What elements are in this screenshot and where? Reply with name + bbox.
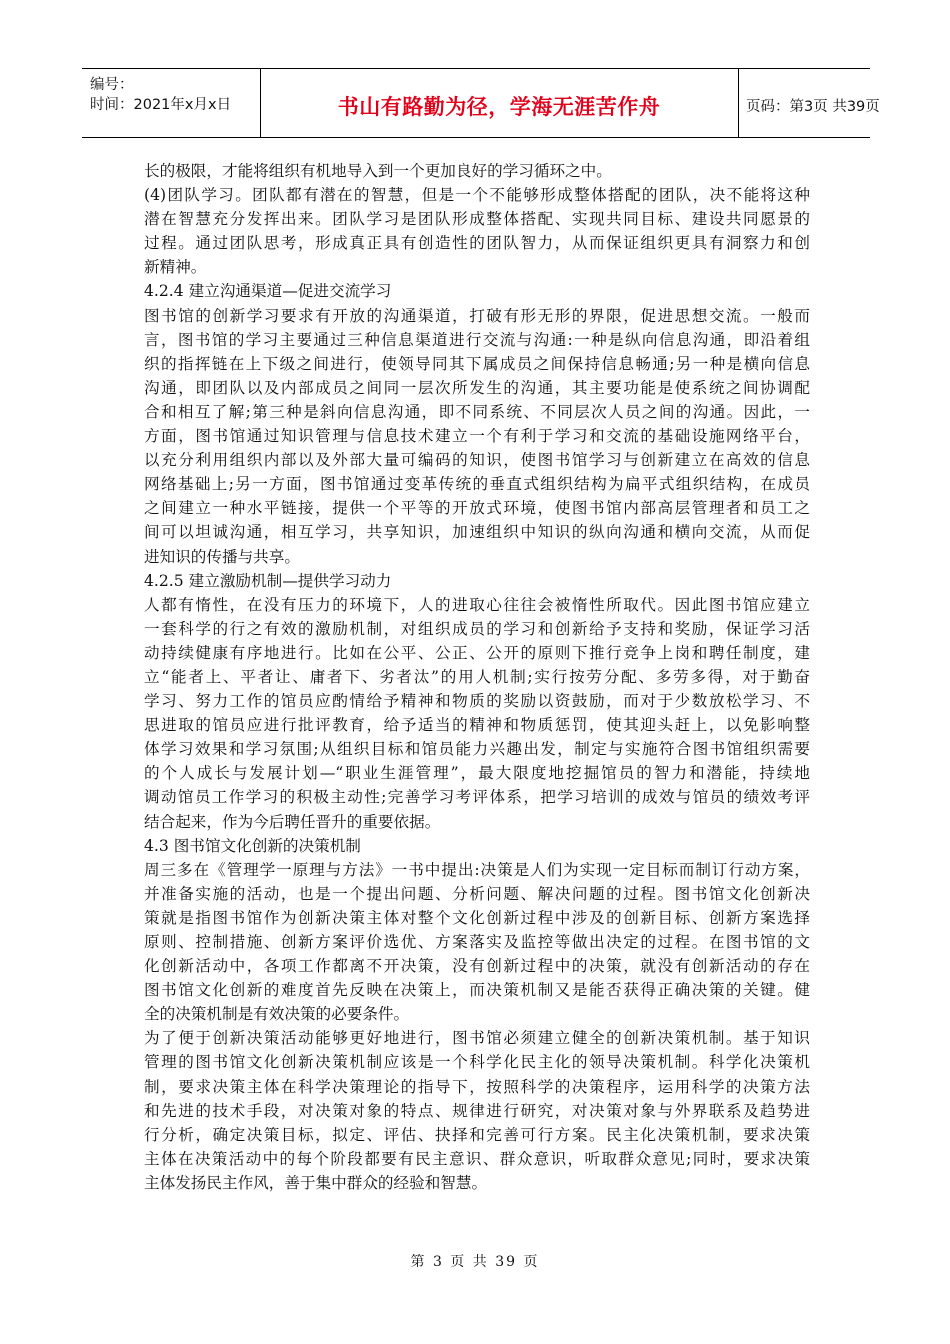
text-line: 人都有惰性，在没有压力的环境下，人的进取心往往会被惰性所取代。因此图书馆应建立 [144,595,810,614]
text-line: 网络基础上;另一方面，图书馆通过变革传统的垂直式组织结构为扁平式组织结构，在成员 [144,475,810,494]
text-line: 原则、控制措施、创新方案评价选优、方案落实及监控等做出决定的过程。在图书馆的文 [144,933,810,951]
text-line: 为了便于创新决策活动能够更好地进行，图书馆必须建立健全的创新决策机制。基于知识 [144,1029,810,1048]
text-line: 管理的图书馆文化创新决策机制应该是一个科学化民主化的领导决策机制。科学化决策机 [144,1053,810,1072]
header-motto-cell [260,69,739,137]
text-line: 4.2.5 建立激励机制—提供学习动力 [144,571,392,590]
text-line: 过程。通过团队思考，形成真正具有创造性的团队智力，从而保证组织更具有洞察力和创 [144,234,810,253]
page-header [82,68,880,138]
date-label: 时间：2021年x月x日 [90,97,232,113]
header-meta [82,69,261,137]
text-line: 结合起来，作为今后聘任晋升的重要依据。 [144,812,441,831]
text-line: 新精神。 [144,258,207,277]
number-label: 编号： [90,77,134,93]
text-line: 4.2.4 建立沟通渠道—促进交流学习 [144,282,392,301]
text-line: 全的决策机制是有效决策的必要条件。 [144,1005,410,1024]
text-line: 方面，图书馆通过知识管理与信息技术建立一个有利于学习和交流的基础设施网络平台， [144,427,810,446]
text-line: 4.3 图书馆文化创新的决策机制 [144,836,361,855]
text-line: 长的极限，才能将组织有机地导入到一个更加良好的学习循环之中。 [144,162,612,180]
text-line: 以充分利用组织内部以及外部大量可编码的知识，使图书馆学习与创新建立在高效的信息 [144,451,810,470]
page-footer: 第 3 页 共 39 页 [410,1254,540,1270]
text-line: (4)团队学习。团队都有潜在的智慧，但是一个不能够形成整体搭配的团队，决不能将这种 [144,186,810,205]
text-line: 动持续健康有序地进行。比如在公平、公正、公开的原则下推行竞争上岗和聘任制度，建 [144,643,810,662]
text-line: 一套科学的行之有效的激励机制，对组织成员的学习和创新给予支持和奖励，保证学习活 [144,619,810,638]
text-line: 策就是指图书馆作为创新决策主体对整个文化创新过程中涉及的创新目标、创新方案选择 [144,908,810,927]
text-line: 主体在决策活动中的每个阶段都要有民主意识、群众意识，听取群众意见;同时，要求决策 [144,1149,810,1168]
text-line: 合和相互了解;第三种是斜向信息沟通，即不同系统、不同层次人员之间的沟通。因此，一 [144,402,810,421]
text-line: 之间建立一种水平链接，提供一个平等的开放式环境，使图书馆内部高层管理者和员工之 [144,499,810,518]
text-line: 图书馆文化创新的难度首先反映在决策上，而决策机制又是能否获得正确决策的关键。健 [144,981,810,1000]
text-line: 体学习效果和学习氛围;从组织目标和馆员能力兴趣出发，制定与实施符合图书馆组织需要 [144,740,810,759]
motto: 书山有路勤为径，学海无涯苦作舟 [337,95,661,119]
text-line: 间可以坦诚沟通，相互学习，共享知识，加速组织中知识的纵向沟通和横向交流，从而促 [144,523,810,542]
text-line: 立“能者上、平者让、庸者下、劣者汰”的用人机制;实行按劳分配、多劳多得，对于勤奋 [144,667,810,686]
text-line: 学习、努力工作的馆员应酌情给予精神和物质的奖励以资鼓励，而对于少数放松学习、不 [144,692,810,711]
text-line: 图书馆的创新学习要求有开放的沟通渠道，打破有形无形的界限，促进思想交流。一般而 [144,306,810,325]
text-line: 沟通，即团队以及内部成员之间同一层次所发生的沟通，其主要功能是使系统之间协调配 [144,378,810,397]
text-line: 行分析，确定决策目标，拟定、评估、抉择和完善可行方案。民主化决策机制，要求决策 [144,1125,810,1144]
text-line: 进知识的传播与共享。 [144,547,300,566]
text-line: 言，图书馆的学习主要通过三种信息渠道进行交流与沟通:一种是纵向信息沟通，即沿着组 [144,330,810,349]
text-line: 织的指挥链在上下级之间进行，使领导同其下属成员之间保持信息畅通;另一种是横向信息 [144,354,810,373]
text-line: 主体发扬民主作风，善于集中群众的经验和智慧。 [144,1173,488,1192]
document-body [144,159,810,1195]
text-line: 化创新活动中，各项工作都离不开决策，没有创新过程中的决策，就没有创新活动的存在 [144,957,810,976]
text-line: 并准备实施的活动，也是一个提出问题、分析问题、解决问题的过程。图书馆文化创新决 [144,884,810,903]
text-line: 周三多在《管理学一原理与方法》一书中提出:决策是人们为实现一定目标而制订行动方案， [144,860,810,879]
header-page-cell [738,69,880,137]
text-line: 和先进的技术手段，对决策对象的特点、规律进行研究，对决策对象与外界联系及趋势进 [144,1101,810,1120]
text-line: 制，要求决策主体在科学决策理论的指导下，按照科学的决策程序，运用科学的决策方法 [144,1077,810,1096]
text-line: 思进取的馆员应进行批评教育，给予适当的精神和物质惩罚，使其迎头赶上，以免影响整 [144,716,810,735]
text-line: 潜在智慧充分发挥出来。团队学习是团队形成整体搭配、实现共同目标、建设共同愿景的 [144,210,810,229]
page-info: 页码：第3页 共39页 [746,99,880,115]
text-line: 的个人成长与发展计划—“职业生涯管理”，最大限度地挖掘馆员的智力和潜能，持续地 [144,764,810,783]
text-line: 调动馆员工作学习的积极主动性;完善学习考评体系，把学习培训的成效与馆员的绩效考评 [144,788,810,807]
